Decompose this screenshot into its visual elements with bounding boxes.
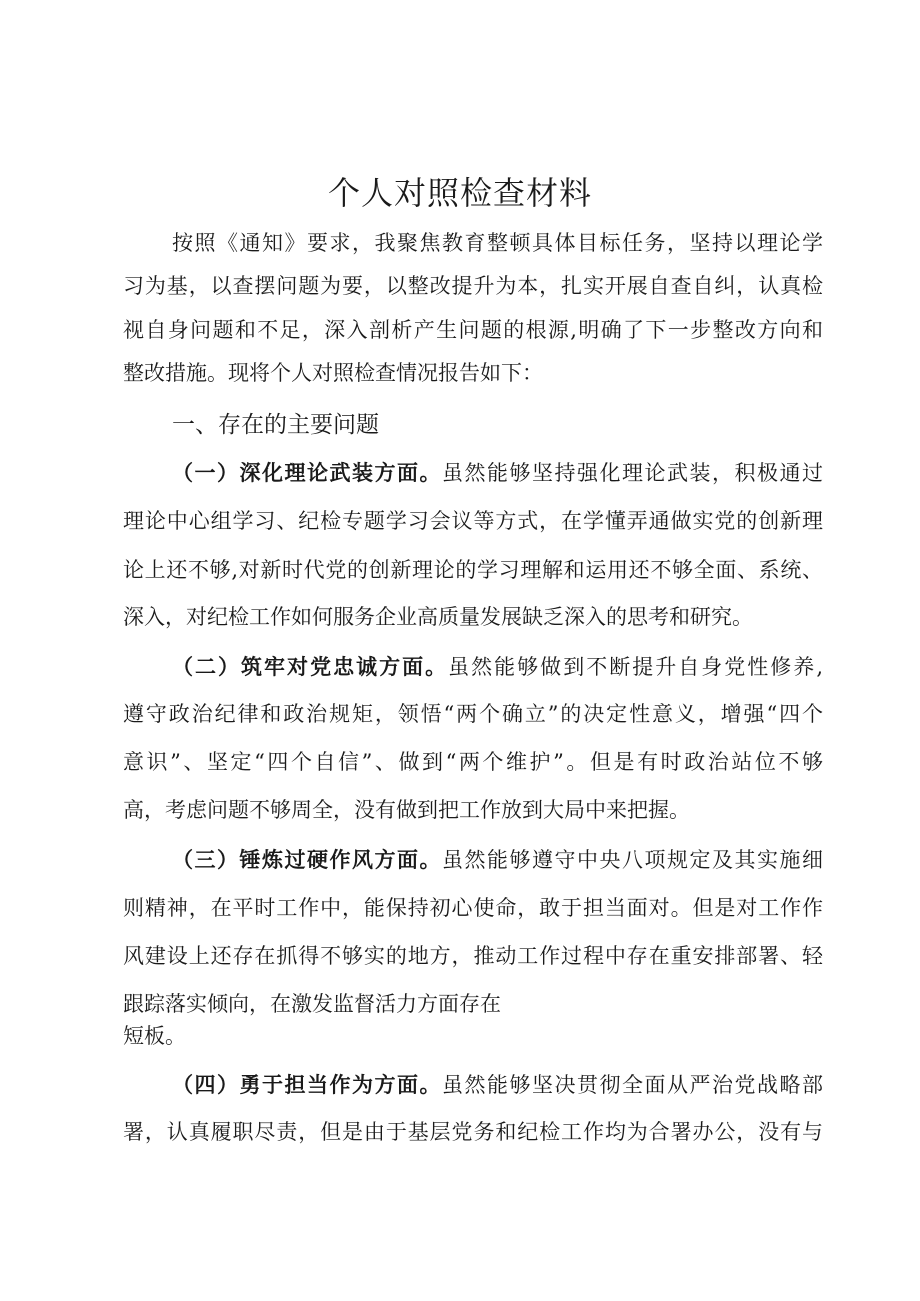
item-3-line-2: 则精神，在平时工作中，能保持初心使命，敢于担当面对。但是对工作作	[123, 896, 823, 920]
item-4-line-2: 署，认真履职尽责，但是由于基层党务和纪检工作均为合署办公，没有与	[123, 1120, 823, 1144]
item-4-first-line	[172, 1070, 823, 1100]
item-2-line-3: 意识”、坚定“四个自信”、做到“两个维护”。但是有时政治站位不够	[123, 750, 823, 774]
item-2-first-line-text: 虽然能够做到不断提升自身党性修养,	[448, 655, 823, 679]
intro-line-4: 整改措施。现将个人对照检查情况报告如下：	[123, 361, 543, 385]
document-title: 个人对照检查材料	[327, 174, 592, 212]
item-3-line-5: 短板。	[123, 1024, 186, 1048]
intro-line-3: 视自身问题和不足，深入剖析产生问题的根源,明确了下一步整改方向和	[123, 318, 823, 342]
item-1-bold-label: （一）深化理论武装方面。	[172, 460, 442, 485]
item-3-bold-label: （三）锤炼过硬作风方面。	[172, 847, 442, 872]
section-heading: 一、存在的主要问题	[172, 412, 379, 438]
intro-line-1: 按照《通知》要求，我聚焦教育整顿具体目标任务，坚持以理论学	[172, 231, 823, 255]
item-2-line-4: 高，考虑问题不够周全，没有做到把工作放到大局中来把握。	[123, 798, 690, 822]
item-1-line-4: 深入，对纪检工作如何服务企业高质量发展缺乏深入的思考和研究。	[123, 605, 753, 629]
item-2-first-line	[172, 652, 823, 682]
item-3-first-line-text: 虽然能够遵守中央八项规定及其实施细	[442, 848, 823, 872]
item-1-line-2: 理论中心组学习、纪检专题学习会议等方式，在学懂弄通做实党的创新理	[123, 509, 823, 533]
item-2-bold-label: （二）筑牢对党忠诚方面。	[172, 654, 449, 679]
item-3-first-line	[172, 845, 823, 875]
item-1-first-line	[172, 458, 823, 488]
item-1-line-3: 论上还不够,对新时代党的创新理论的学习理解和运用还不够全面、系统、	[123, 558, 823, 582]
item-4-first-line-text: 虽然能够坚决贯彻全面从严治党战略部	[442, 1073, 823, 1097]
intro-line-2: 习为基，以查摆问题为要，以整改提升为本，扎实开展自查自纠，认真检	[123, 274, 823, 298]
item-3-line-3: 风建设上还存在抓得不够实的地方，推动工作过程中存在重安排部署、轻	[123, 944, 823, 968]
item-2-line-2: 遵守政治纪律和政治规矩，领悟“两个确立”的决定性意义，增强“四个	[123, 702, 823, 726]
item-4-bold-label: （四）勇于担当作为方面。	[172, 1072, 442, 1097]
item-1-first-line-text: 虽然能够坚持强化理论武装，积极通过	[442, 461, 823, 485]
item-3-line-4: 跟踪落实倾向，在激发监督活力方面存在	[123, 992, 501, 1016]
